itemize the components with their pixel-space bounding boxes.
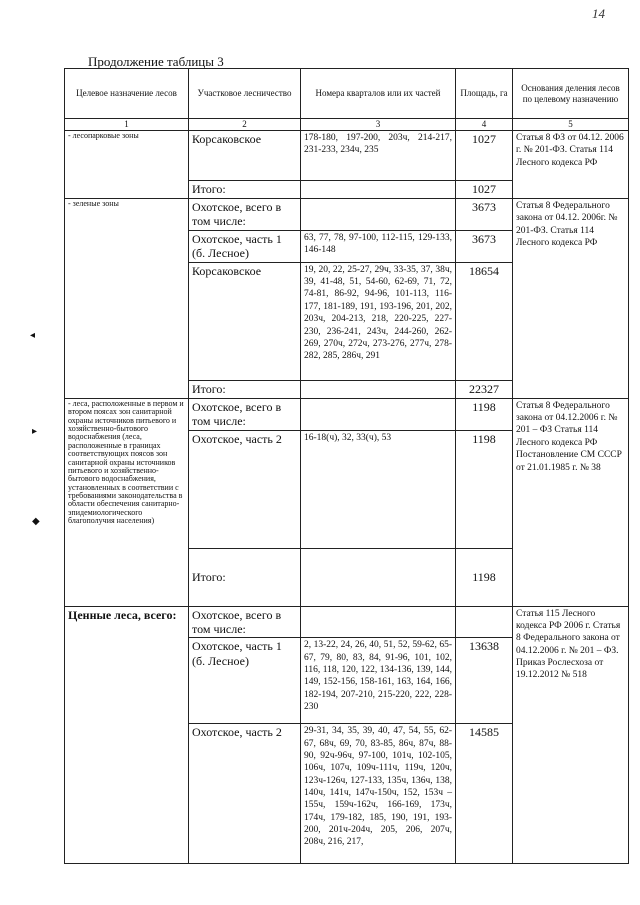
header-row <box>65 69 629 119</box>
basis-cell: Статья 115 Лесного кодекса РФ 2006 г. Статья 8 Федерального закона от 04.12.2006 г. № 201 – ФЗ. Приказ Рослесхоза от 19.12.2012 № 518 <box>513 606 629 864</box>
total-area: 22327 <box>456 380 513 398</box>
quarters-cell: 2, 13-22, 24, 26, 40, 51, 52, 59-62, 65-67, 79, 80, 83, 84, 91-96, 101, 102, 116, 118, 120, 122, 134-136, 139, 144, 149, 152-156, 158-161, 163, 164, 166, 182-194, 207-210, 215-220, 222, 228-230 <box>301 638 456 724</box>
quarters-cell: 19, 20, 22, 25-27, 29ч, 33-35, 37, 38ч, 39, 41-48, 51, 54-60, 62-69, 71, 72, 74-81, 86-92, 94-96, 101-113, 116-177, 181-189, 191, 193-196, 201, 202, 203ч, 204-213, 218, 220-225, 227-230, 236-241, 243ч, 244-260, 262-269, 270ч, 272ч, 273-276, 277ч, 278-282, 285, 286ч, 291 <box>301 262 456 380</box>
header-area: Площадь, га <box>456 69 513 119</box>
district-cell: Охотское, часть 1 (б. Лесное) <box>189 638 301 724</box>
margin-mark: ◆ <box>32 516 40 527</box>
column-number: 5 <box>513 119 629 131</box>
area-cell: 1198 <box>456 398 513 430</box>
column-number-row <box>65 119 629 131</box>
purpose-cell: - лесопарковые зоны <box>65 131 189 199</box>
area-cell: 13638 <box>456 638 513 724</box>
total-label: Итого: <box>189 181 301 199</box>
empty-cell <box>301 181 456 199</box>
basis-cell: Статья 8 ФЗ от 04.12. 2006 г. № 201-ФЗ. Статья 114 Лесного кодекса РФ <box>513 131 629 199</box>
table-row <box>65 131 629 181</box>
district-cell: Охотское, часть 2 <box>189 724 301 864</box>
quarters-cell: 63, 77, 78, 97-100, 112-115, 129-133, 146-148 <box>301 231 456 263</box>
purpose-cell: - зеленые зоны <box>65 199 189 399</box>
basis-cell: Статья 8 Федерального закона от 04.12. 2006г. № 201-ФЗ. Статья 114 Лесного кодекса РФ <box>513 199 629 399</box>
margin-mark: ◂ <box>30 330 36 341</box>
district-cell: Корсаковское <box>189 131 301 181</box>
total-label: Итого: <box>189 548 301 606</box>
table-caption: Продолжение таблицы 3 <box>88 54 224 69</box>
quarters-cell: 178-180, 197-200, 203ч, 214-217, 231-233, 234ч, 235 <box>301 131 456 181</box>
total-area: 1027 <box>456 181 513 199</box>
empty-cell <box>301 548 456 606</box>
area-cell: 1198 <box>456 430 513 548</box>
basis-cell: Статья 8 Федерального закона от 04.12.2006 г. № 201 – ФЗ Статья 114 Лесного кодекса РФ Постановление СМ СССР от 21.01.1985 г. № 38 <box>513 398 629 606</box>
empty-cell <box>301 606 456 638</box>
area-cell: 3673 <box>456 231 513 263</box>
empty-cell <box>456 606 513 638</box>
empty-cell <box>301 380 456 398</box>
column-number: 2 <box>189 119 301 131</box>
margin-mark: ▸ <box>32 426 38 437</box>
header-district: Участковое лесничество <box>189 69 301 119</box>
total-label: Итого: <box>189 380 301 398</box>
empty-cell <box>301 199 456 231</box>
quarters-cell: 29-31, 34, 35, 39, 40, 47, 54, 55, 62-67, 68ч, 69, 70, 83-85, 86ч, 87ч, 88-90, 92ч-96ч, 97-100, 101ч, 102-105, 106ч, 107ч, 109ч-111ч, 119ч, 120ч, 123ч-126ч, 127-133, 135ч, 136ч, 138, 140ч, 141ч, 147ч-150ч, 152, 153ч – 155ч, 159ч-162ч, 166-169, 173ч, 174ч, 179-182, 185, 190, 191, 193-200, 201ч-204ч, 205, 206, 207ч, 208ч, 216, 217, <box>301 724 456 864</box>
forest-table <box>64 68 629 864</box>
district-cell: Охотское, всего в том числе: <box>189 606 301 638</box>
district-cell: Охотское, часть 2 <box>189 430 301 548</box>
table-row <box>65 606 629 638</box>
column-number: 3 <box>301 119 456 131</box>
header-purpose: Целевое назначение лесов <box>65 69 189 119</box>
header-quarters: Номера кварталов или их частей <box>301 69 456 119</box>
table-row <box>65 199 629 231</box>
district-cell: Охотское, всего в том числе: <box>189 199 301 231</box>
purpose-cell: - леса, расположенные в первом и втором поясах зон санитарной охраны источников питьевого и хозяйственно-бытового водоснабжения (леса, расположенные в границах соответствующих поясов зон санитарной охраны источников питьевого и хозяйственно-бытового водоснабжения, установленных в соответствии с требованиями законодательства в области обеспечения санитарно-эпидемиологического благополучия населения) <box>65 398 189 606</box>
area-cell: 1027 <box>456 131 513 181</box>
header-basis: Основания деления лесов по целевому назначению <box>513 69 629 119</box>
column-number: 4 <box>456 119 513 131</box>
column-number: 1 <box>65 119 189 131</box>
page-number: 14 <box>592 6 605 21</box>
area-cell: 14585 <box>456 724 513 864</box>
area-cell: 3673 <box>456 199 513 231</box>
district-cell: Охотское, всего в том числе: <box>189 398 301 430</box>
district-cell: Охотское, часть 1 (б. Лесное) <box>189 231 301 263</box>
quarters-cell: 16-18(ч), 32, 33(ч), 53 <box>301 430 456 548</box>
table-row <box>65 398 629 430</box>
empty-cell <box>301 398 456 430</box>
purpose-cell: Ценные леса, всего: <box>65 606 189 864</box>
total-area: 1198 <box>456 548 513 606</box>
district-cell: Корсаковское <box>189 262 301 380</box>
area-cell: 18654 <box>456 262 513 380</box>
